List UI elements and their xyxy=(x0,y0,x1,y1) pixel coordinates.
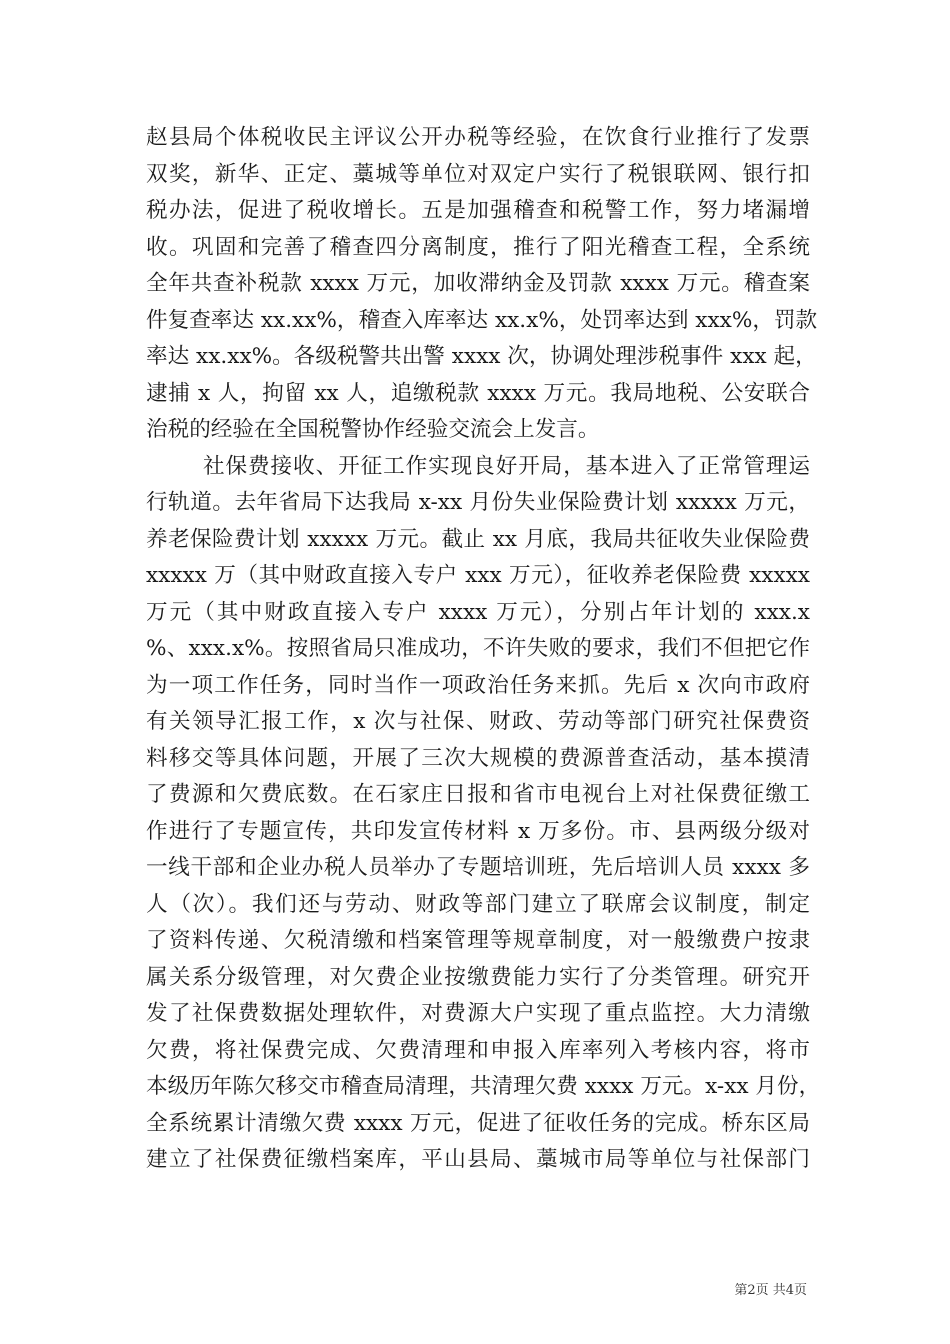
text-line: 万元（其中财政直接入专户 xxxx 万元），分别占年计划的 xxx.x xyxy=(146,599,810,625)
text-line: 有关领导汇报工作，x 次与社保、财政、劳动等部门研究社保费资 xyxy=(146,709,810,734)
text-line: 收。巩固和完善了稽查四分离制度，推行了阳光稽查工程，全系统 xyxy=(146,234,810,260)
text-line: 社保费接收、开征工作实现良好开局，基本进入了正常管理运 xyxy=(203,453,810,479)
text-line: 养老保险费计划 xxxxx 万元。截止 xx 月底，我局共征收失业保险费 xyxy=(146,526,810,552)
document-body xyxy=(146,120,821,1179)
text-line: 税办法，促进了税收增长。五是加强稽查和税警工作，努力堵漏增 xyxy=(146,198,810,223)
text-line: 为一项工作任务，同时当作一项政治任务来抓。先后 x 次向市政府 xyxy=(146,672,810,698)
text-line: %、xxx.x%。按照省局只准成功，不许失败的要求，我们不但把它作 xyxy=(146,636,810,661)
text-line: 双奖，新华、正定、藁城等单位对双定户实行了税银联网、银行扣 xyxy=(146,161,810,187)
text-line: 一线干部和企业办税人员举办了专题培训班，先后培训人员 xxxx 多 xyxy=(146,855,810,880)
text-line: 全系统累计清缴欠费 xxxx 万元，促进了征收任务的完成。桥东区局 xyxy=(146,1110,810,1136)
text-line: 料移交等具体问题，开展了三次大规模的费源普查活动，基本摸清 xyxy=(146,745,810,771)
text-line: 属关系分级管理，对欠费企业按缴费能力实行了分类管理。研究开 xyxy=(146,964,810,990)
text-line: 赵县局个体税收民主评议公开办税等经验，在饮食行业推行了发票 xyxy=(146,125,810,150)
text-line: 了资料传递、欠税清缴和档案管理等规章制度，对一般缴费户按隶 xyxy=(146,928,810,953)
text-line: 件复查率达 xx.xx%，稽查入库率达 xx.x%，处罚率达到 xxx%，罚款 xyxy=(146,307,818,333)
paragraph-1 xyxy=(146,120,818,449)
paragraph-2 xyxy=(146,449,821,1179)
text-line: xxxxx 万（其中财政直接入专户 xxx 万元），征收养老保险费 xxxxx xyxy=(146,563,810,588)
text-line: 率达 xx.xx%。各级税警共出警 xxxx 次，协调处理涉税事件 xxx 起， xyxy=(146,344,817,369)
text-line: 建立了社保费征缴档案库，平山县局、藁城市局等单位与社保部门 xyxy=(146,1147,810,1172)
text-line: 欠费，将社保费完成、欠费清理和申报入库率列入考核内容，将市 xyxy=(146,1037,810,1063)
text-line: 逮捕 x 人，拘留 xx 人，追缴税款 xxxx 万元。我局地税、公安联合 xyxy=(146,380,810,406)
page-number: 第2页 共4页 xyxy=(734,1283,807,1298)
text-line: 本级历年陈欠移交市稽查局清理，共清理欠费 xxxx 万元。x-xx 月份， xyxy=(146,1074,821,1099)
text-line: 了费源和欠费底数。在石家庄日报和省市电视台上对社保费征缴工 xyxy=(146,782,810,807)
text-line: 发了社保费数据处理软件，对费源大户实现了重点监控。大力清缴 xyxy=(146,1001,810,1026)
text-line: 全年共查补税款 xxxx 万元，加收滞纳金及罚款 xxxx 万元。稽查案 xyxy=(146,271,810,296)
text-line: 治税的经验在全国税警协作经验交流会上发言。 xyxy=(146,417,600,442)
text-line: 人（次）。我们还与劳动、财政等部门建立了联席会议制度，制定 xyxy=(146,891,810,917)
text-line: 行轨道。去年省局下达我局 x-xx 月份失业保险费计划 xxxxx 万元， xyxy=(146,490,810,515)
text-line: 作进行了专题宣传，共印发宣传材料 x 万多份。市、县两级分级对 xyxy=(146,818,810,844)
